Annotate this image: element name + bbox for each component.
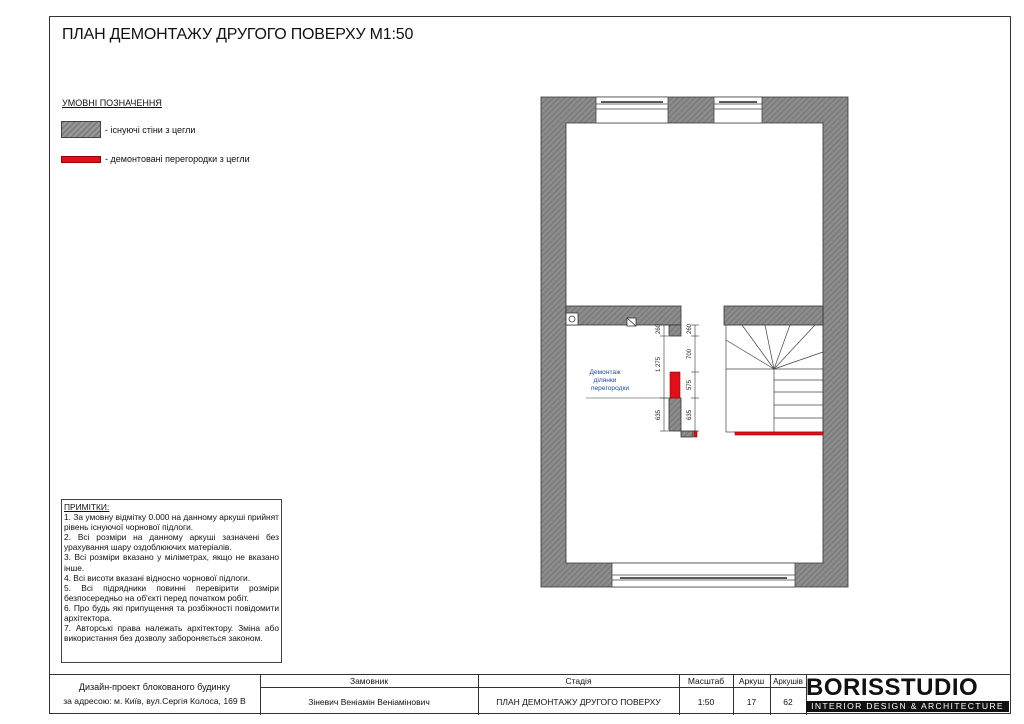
note-4: 4. Всі висоти вказані відносно чорнової підлоги. — [64, 572, 251, 583]
demolition-annotation — [590, 369, 630, 392]
note-7: 7. Авторські права належать архітектору. Зміна або використання без дозволу забороняється законом. — [64, 623, 279, 644]
window-sashes — [601, 102, 787, 578]
dim-left-1: 260 — [656, 323, 662, 334]
scale-header: Масштаб — [687, 676, 725, 686]
client-header: Замовник — [349, 676, 389, 686]
dim-right-4: 635 — [687, 409, 693, 420]
brand-logo — [806, 676, 1009, 712]
note-5: 5. Всі підрядники повинні перевірити розміри безпосередньо на об'єкті перед початком робіт. — [64, 582, 279, 603]
annotation-line-3: перегородки — [590, 385, 630, 392]
legend-label-demolished: - демонтовані перегородки з цегли — [105, 154, 250, 164]
legend-title: УМОВНІ ПОЗНАЧЕННЯ — [62, 98, 162, 108]
staircase — [726, 325, 823, 432]
annotation-line-2: ділянки — [593, 377, 617, 384]
dim-left-2: 1 275 — [656, 356, 662, 372]
note-6: 6. Про будь які припущення та розбіжності повідомити архітектора. — [64, 602, 279, 624]
sheets-total: 62 — [783, 696, 793, 707]
note-3: 3. Всі розміри вказано у міліметрах, якщо не вказано інше. — [64, 552, 279, 573]
annotation-line-1: Демонтаж — [589, 369, 621, 376]
notes-box — [61, 499, 282, 663]
note-2: 2. Всі розміри на данному аркуші зазначені без урахування шару оздоблюючих матеріалів. — [64, 532, 279, 553]
sheet-title: ПЛАН ДЕМОНТАЖУ ДРУГОГО ПОВЕРХУ М1:50 — [62, 26, 414, 43]
brand-name: BORISSTUDIO — [806, 674, 979, 701]
brand-tagline: INTERIOR DESIGN & ARCHITECTURE — [806, 701, 1009, 712]
dim-right-2: 700 — [687, 348, 693, 359]
sheet-header: Аркуш — [738, 676, 765, 686]
note-1: 1. За умовну відмітку 0.000 на данному аркуші прийнят рівень існуючої чорнової підлоги. — [64, 512, 279, 533]
sheets-header: Аркушів — [773, 676, 803, 686]
legend-label-existing: - існуючі стіни з цегли — [105, 124, 196, 135]
stage-value: ПЛАН ДЕМОНТАЖУ ДРУГОГО ПОВЕРХУ — [496, 696, 661, 707]
stage-header: Стадія — [565, 676, 592, 686]
scale-value: 1:50 — [697, 696, 715, 707]
sheet-number: 17 — [746, 696, 757, 707]
project-line-2: за адресою: м. Київ, вул.Сергія Колоса, 169 В — [63, 696, 246, 706]
client-name: Зіневич Веніамін Веніамінович — [308, 696, 430, 707]
window-openings — [593, 97, 795, 587]
dim-left-3: 635 — [656, 409, 662, 420]
project-line-1: Дизайн-проект блокованого будинку — [78, 682, 231, 692]
notes-title: ПРИМІТКИ: — [64, 502, 110, 512]
exterior-walls — [541, 97, 848, 587]
dim-right-1: 260 — [687, 323, 693, 334]
dim-right-3: 575 — [687, 379, 693, 390]
